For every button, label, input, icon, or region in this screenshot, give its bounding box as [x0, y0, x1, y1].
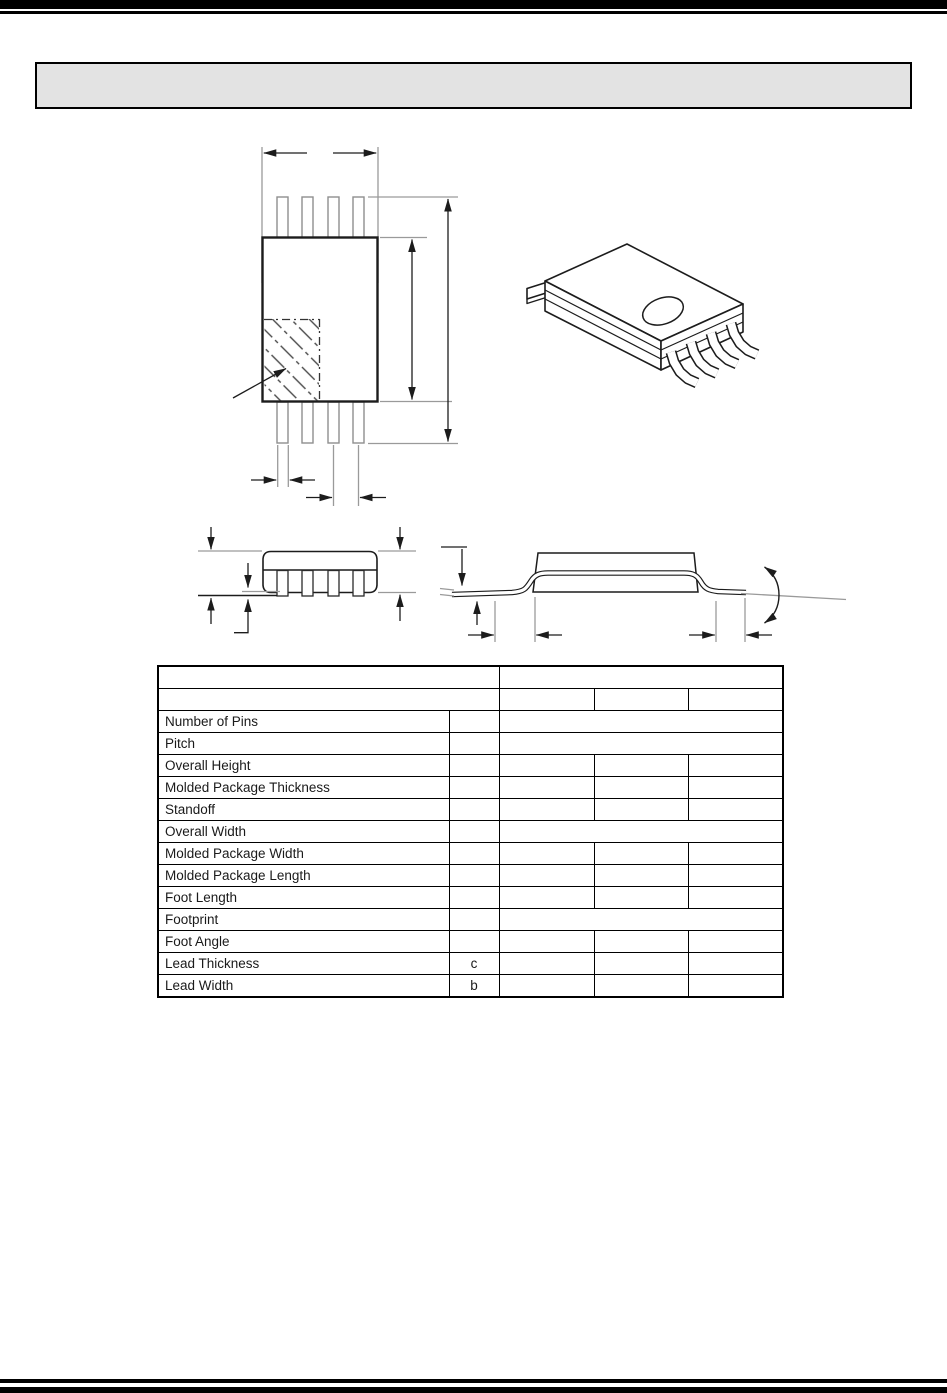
table-row: [158, 799, 783, 821]
value-cell: [688, 755, 783, 777]
symbol-cell: [449, 821, 499, 843]
bottom-rule-thin: [0, 1379, 947, 1383]
units-left-cell: [158, 666, 499, 689]
table-row: [158, 909, 783, 931]
table-row: [158, 865, 783, 887]
value-cell: [499, 909, 783, 931]
value-cell: [594, 931, 688, 953]
value-cell: [594, 755, 688, 777]
limits-label-cell: [158, 689, 499, 711]
symbol-cell: [449, 931, 499, 953]
dimension-label-cell: Pitch: [158, 733, 449, 755]
value-cell: [499, 953, 594, 975]
table-row: [158, 953, 783, 975]
symbol-cell: c: [449, 953, 499, 975]
value-cell: [594, 953, 688, 975]
table-row: [158, 755, 783, 777]
value-cell: [594, 865, 688, 887]
symbol-cell: [449, 711, 499, 733]
limits-min-cell: [499, 689, 594, 711]
table-row: [158, 733, 783, 755]
limits-nom-cell: [594, 689, 688, 711]
value-cell: [594, 799, 688, 821]
dimension-label-cell: Molded Package Length: [158, 865, 449, 887]
table-row: [158, 711, 783, 733]
top-view-pins-bottom: [277, 402, 364, 443]
value-cell: [688, 777, 783, 799]
limits-max-cell: [688, 689, 783, 711]
dimension-label-cell: Molded Package Thickness: [158, 777, 449, 799]
dimension-label-cell: Foot Length: [158, 887, 449, 909]
symbol-cell: [449, 733, 499, 755]
table-row: [158, 777, 783, 799]
symbol-cell: [449, 865, 499, 887]
dimension-label-cell: Lead Thickness: [158, 953, 449, 975]
symbol-cell: [449, 755, 499, 777]
value-cell: [688, 975, 783, 998]
value-cell: [688, 799, 783, 821]
package-isometric-view: [527, 244, 757, 383]
value-cell: [499, 865, 594, 887]
table-header-row-limits: [158, 689, 783, 711]
value-cell: [499, 843, 594, 865]
table-row: [158, 931, 783, 953]
package-end-view: [198, 527, 416, 633]
table-row: [158, 887, 783, 909]
symbol-cell: b: [449, 975, 499, 998]
symbol-cell: [449, 843, 499, 865]
value-cell: [499, 975, 594, 998]
value-cell: [499, 777, 594, 799]
symbol-cell: [449, 909, 499, 931]
symbol-cell: [449, 887, 499, 909]
table-row: [158, 821, 783, 843]
package-side-view: [440, 547, 846, 642]
top-view-pins-top: [277, 197, 364, 238]
dimension-label-cell: Overall Height: [158, 755, 449, 777]
value-cell: [688, 843, 783, 865]
units-right-cell: [499, 666, 783, 689]
value-cell: [594, 777, 688, 799]
bottom-rule-thick: [0, 1387, 947, 1393]
value-cell: [499, 887, 594, 909]
value-cell: [688, 931, 783, 953]
value-cell: [594, 843, 688, 865]
value-cell: [594, 975, 688, 998]
value-cell: [499, 733, 783, 755]
dimensions-table: [157, 665, 784, 998]
package-top-view: [233, 147, 458, 506]
symbol-cell: [449, 777, 499, 799]
hatched-pin1-index-area: [265, 319, 320, 401]
value-cell: [499, 711, 783, 733]
dimension-label-cell: Foot Angle: [158, 931, 449, 953]
iso-tab-lead: [527, 283, 546, 300]
dimension-label-cell: Lead Width: [158, 975, 449, 998]
value-cell: [499, 755, 594, 777]
dimension-label-cell: Footprint: [158, 909, 449, 931]
dimension-label-cell: Standoff: [158, 799, 449, 821]
value-cell: [499, 931, 594, 953]
value-cell: [688, 865, 783, 887]
table-row: [158, 975, 783, 998]
table-header-row-units: [158, 666, 783, 689]
dimension-label-cell: Number of Pins: [158, 711, 449, 733]
symbol-cell: [449, 799, 499, 821]
value-cell: [688, 953, 783, 975]
table-row: [158, 843, 783, 865]
dimension-label-cell: Overall Width: [158, 821, 449, 843]
value-cell: [499, 799, 594, 821]
value-cell: [688, 887, 783, 909]
value-cell: [594, 887, 688, 909]
value-cell: [499, 821, 783, 843]
dimension-label-cell: Molded Package Width: [158, 843, 449, 865]
